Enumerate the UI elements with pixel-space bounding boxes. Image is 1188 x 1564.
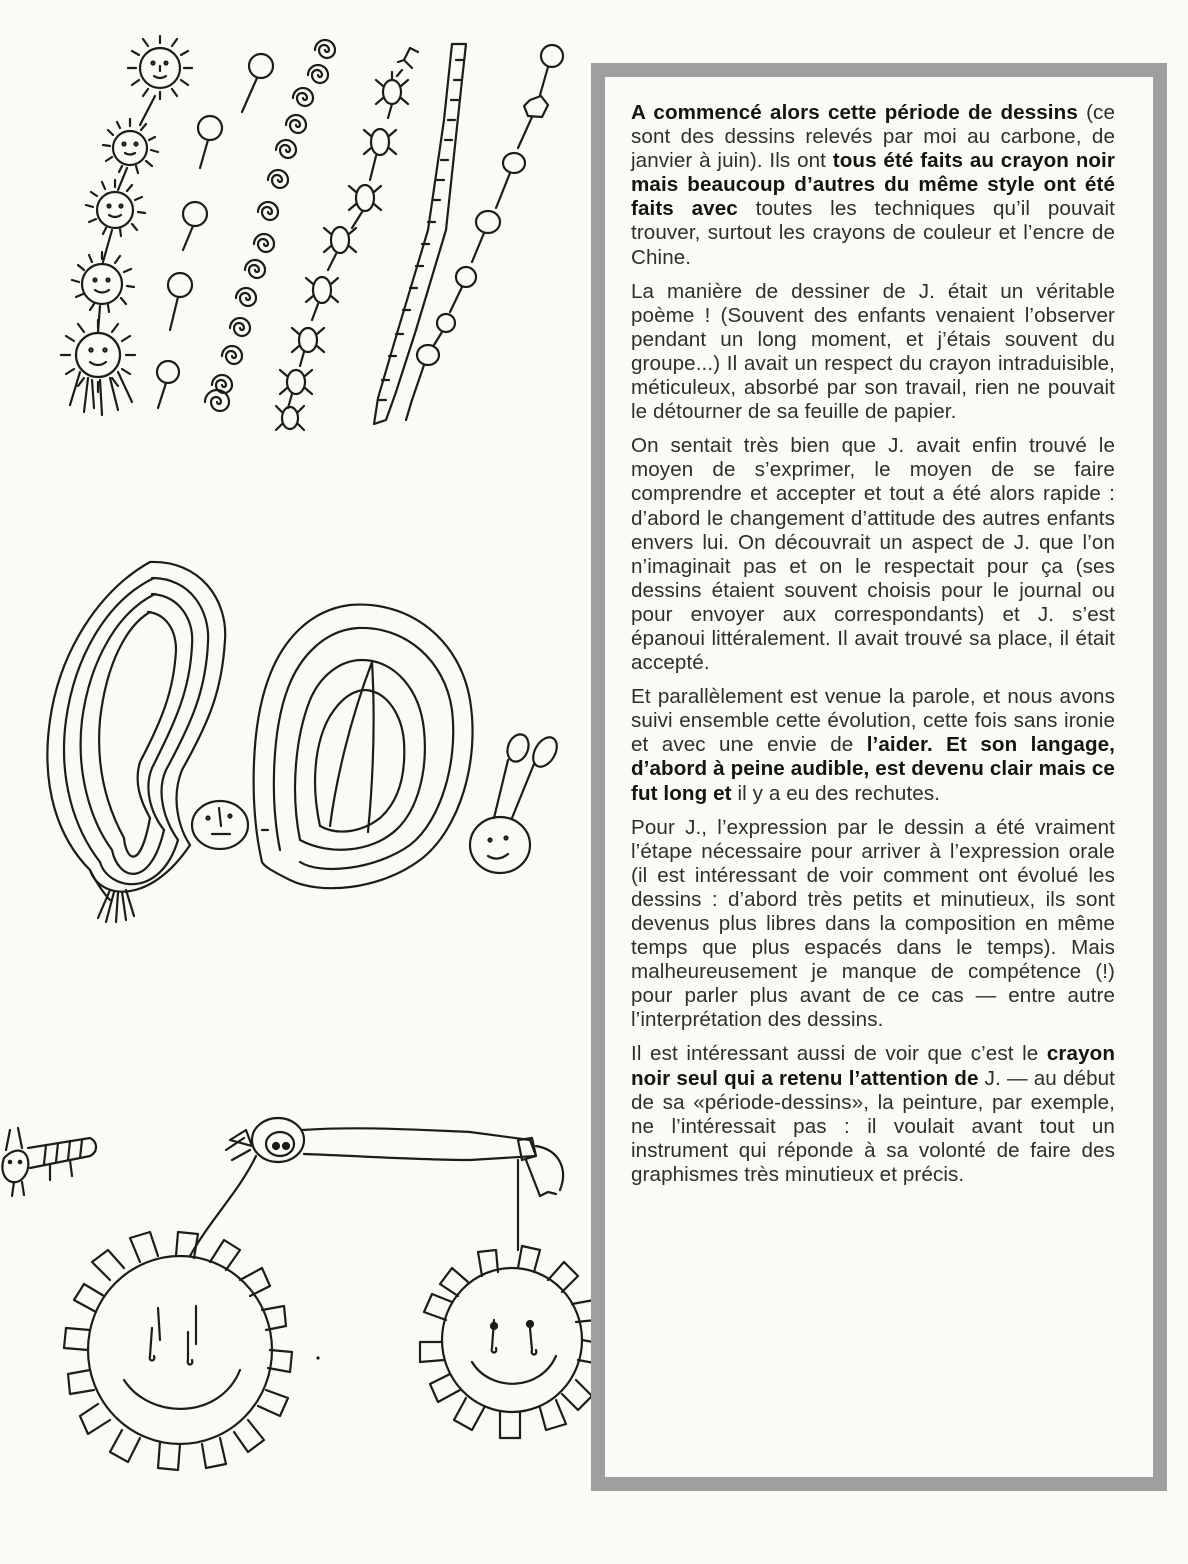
child-drawing-loops-with-faces (47, 562, 561, 922)
p6-text-a: Il est intéressant aussi de voir que c’est le (631, 1042, 1047, 1066)
p1-text-a: (ce sont des dessins relevés par moi au carbone, de janvier à juin). Ils ont (631, 101, 1115, 173)
p1-bold-b: tous été faits au crayon noir mais beaucoup d’autres du même style ont été faits avec (631, 149, 1115, 221)
paragraph-3: On sentait très bien que J. avait enfin trouvé le moyen de s’exprimer, le moyen de se faire comprendre et accepter et tout a été alors rapide : d’abord le changement d’attitude des autres enfants envers lui. On découvrait un aspect de J. que l’on n’imaginait pas et on le respectait pour ça (ses dessins étaient souvent choisis pour le journal ou pour envoyer aux correspondants) et J. s’est épanoui littéralement. Il avait trouvé sa place, il était accepté. (631, 434, 1115, 675)
paragraph-4 (631, 685, 1115, 805)
text-panel (605, 77, 1153, 1477)
p6-bold: crayon noir seul qui a retenu l’attention de (631, 1042, 1115, 1090)
paragraph-1 (631, 101, 1115, 270)
child-drawing-suns-and-spirals (61, 36, 563, 430)
p6-text-b: J. — au début de sa «période-dessins», la peinture, par exemple, ne l’intéressait pas : il voulait avant tout un instrument qui réponde à sa volonté de faire des graphismes très minutieux et précis. (631, 1066, 1116, 1186)
p1-text-b: toutes les techniques qu’il pouvait trouver, surtout les crayons de couleur et l’encre de Chine. (631, 197, 1115, 269)
paragraph-6 (631, 1042, 1115, 1187)
p4-text-a: Et parallèlement est venue la parole, et nous avons suivi ensemble cette évolution, cette fois sans ironie et avec une envie de (631, 685, 1115, 757)
p4-bold: l’aider. Et son langage, d’abord à peine audible, est devenu clair mais ce fut long et (631, 733, 1116, 805)
text-frame (591, 63, 1167, 1491)
paragraph-2: La manière de dessiner de J. était un véritable poème ! (Souvent des enfants venaient l’observer pendant un long moment, et j’étais souvent du groupe...) Il avait un respect du crayon intraduisible, méticuleux, absorbé par son travail, rien ne pouvait le détourner de sa feuille de papier. (631, 279, 1115, 424)
child-drawing-suns-with-tears (2, 1118, 600, 1470)
p1-bold-a: A commencé alors cette période de dessins (631, 101, 1078, 124)
paragraph-5: Pour J., l’expression par le dessin a été vraiment l’étape nécessaire pour arriver à l’expression orale (il est intéressant de voir comment ont évolué les dessins : d’abord très petits et minutieux, ils sont devenus plus libres dans la composition en même temps que plus espacés dans le temps). Mais malheureusement je manque de compétence (!) pour parler plus avant de ce cas — entre autre l’interprétation des dessins. (631, 815, 1115, 1032)
p4-text-b: il y a eu des rechutes. (731, 781, 941, 805)
article-text (631, 101, 1115, 1197)
